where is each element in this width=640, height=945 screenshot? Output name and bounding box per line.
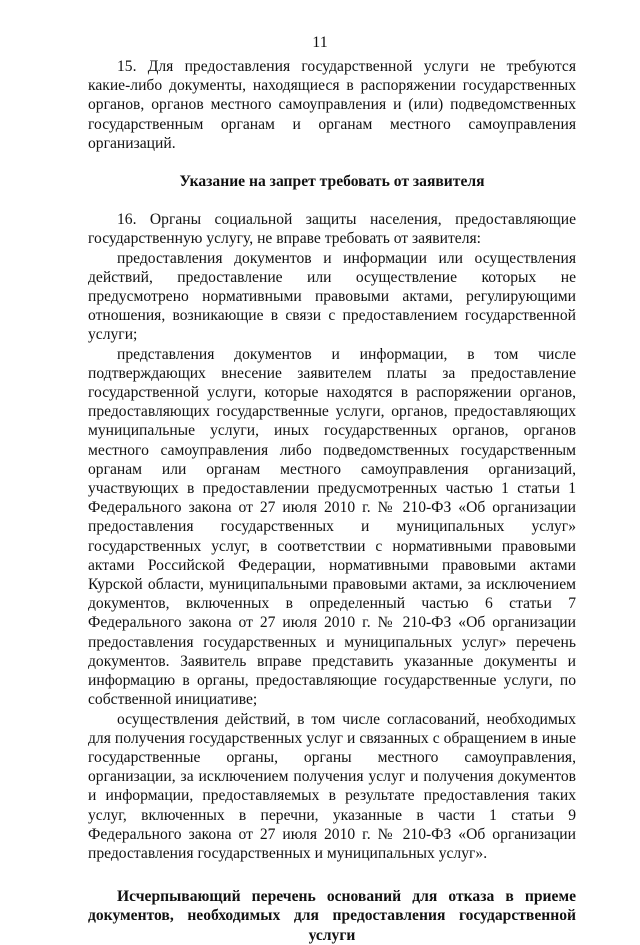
section-heading-refusal-grounds: Исчерпывающий перечень оснований для отказа в приеме документов, необходимых для предоставления государственной услуги <box>88 888 576 944</box>
paragraph-16-item-1: предоставления документов и информации или осуществления действий, предоставление или осуществление которых не предусмотрено нормативными правовыми актами, регулирующими отношения, возникающие в связи с предоставлением государственной услуги; <box>88 249 576 344</box>
paragraph-16-item-2: представления документов и информации, в том числе подтверждающих внесение заявителем платы за предоставление государственной услуги, которые находятся в распоряжении органов, предоставляющих государственные услуги, органов, предоставляющих муниципальные услуги, иных государственных органов, органов местного самоуправления либо подведомственных государственным органам или органам местного самоуправления организаций, участвующих в предоставлении предусмотренных частью 1 статьи 1 Федерального закона от 27 июля 2010 г. № 210-ФЗ «Об организации предоставления государственных и муниципальных услуг» государственных услуг, в соответствии с нормативными правовыми актами Российской Федерации, нормативными правовыми актами Курской области, муниципальными правовыми актами, за исключением документов, включенных в определенный частью 6 статьи 7 Федерального закона от 27 июля 2010 г. № 210-ФЗ «Об организации предоставления государственных и муниципальных услуг» перечень документов. Заявитель вправе представить указанные документы и информацию в органы, предоставляющие государственные услуги, по собственной инициативе; <box>88 345 576 709</box>
document-body <box>88 57 576 945</box>
paragraph-16: 16. Органы социальной защиты населения, предоставляющие государственную услугу, не вправе требовать от заявителя: <box>88 211 576 248</box>
paragraph-15: 15. Для предоставления государственной услуги не требуются какие-либо документы, находящиеся в распоряжении государственных органов, органов местного самоуправления и (или) подведомственных государственным органам и органам местного самоуправления организаций. <box>88 58 576 152</box>
page-number: 11 <box>312 34 328 51</box>
paragraph-16-item-3: осуществления действий, в том числе согласований, необходимых для получения государственных услуг и связанных с обращением в иные государственные органы, органы местного самоуправления, организации, за исключением получения услуг и получения документов и информации, предоставляемых в результате предоставления таких услуг, включенных в перечни, указанные в части 1 статьи 9 Федерального закона от 27 июля 2010 г. № 210-ФЗ «Об организации предоставления государственных и муниципальных услуг». <box>88 710 576 862</box>
section-heading-prohibition: Указание на запрет требовать от заявителя <box>179 173 485 191</box>
